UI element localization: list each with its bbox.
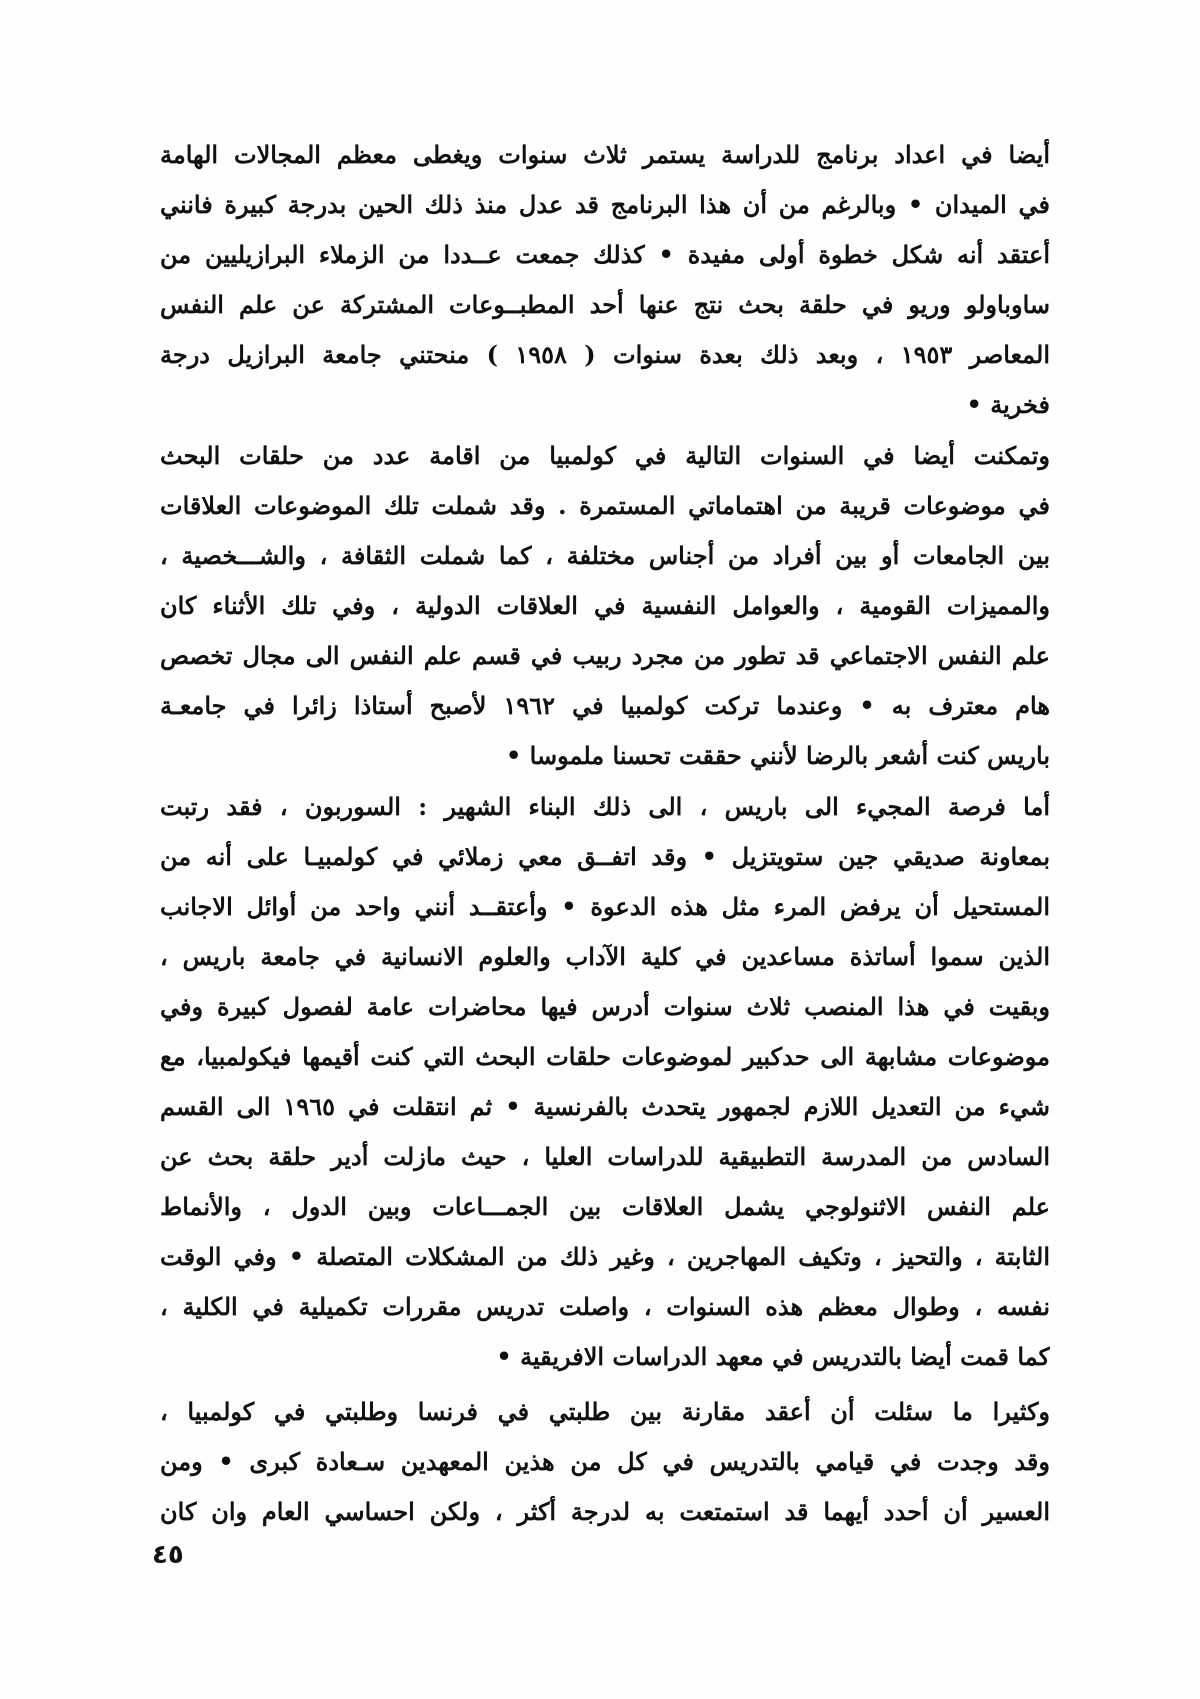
paragraph [160, 431, 1050, 781]
text-line: علم النفس الاثنولوجي يشمل العلاقات بين الجمـــاعات وبين الدول ، والأنماط [160, 1192, 1050, 1221]
text-line: الثابتة ، والتحيز ، وتكيف المهاجرين ، وغير ذلك من المشكلات المتصلة • وفي الوقت [160, 1242, 1050, 1271]
text-line: بين الجامعات أو بين أفراد من أجناس مختلفة ، كما شملت الثقافة ، والشـــخصية ، [160, 541, 1050, 570]
text-line: أما فرصة المجيء الى باريس ، الى ذلك البناء الشهير : السوربون ، فقد رتبت [160, 792, 1050, 821]
text-line: والمميزات القومية ، والعوامل النفسية في العلاقات الدولية ، وفي تلك الأثناء كان [160, 591, 1050, 620]
text-line: شيء من التعديل اللازم لجمهور يتحدث بالفرنسية • ثم انتقلت في ١٩٦٥ الى القسم [160, 1092, 1050, 1121]
text-line: الذين سموا أساتذة مساعدين في كلية الآداب والعلوم الانسانية في جامعة باريس ، [160, 942, 1050, 971]
text-line: في موضوعات قريبة من اهتماماتي المستمرة . وقد شملت تلك الموضوعات العلاقات [160, 491, 1050, 520]
text-line: نفسه ، وطوال معظم هذه السنوات ، واصلت تدريس مقررات تكميلية في الكلية ، [160, 1292, 1050, 1321]
text-line: علم النفس الاجتماعي قد تطور من مجرد ربيب في قسم علم النفس الى مجال تخصص [160, 641, 1050, 670]
text-line: فخرية • [966, 390, 1050, 419]
page-number: ٤٥ [152, 1540, 184, 1570]
text-line: وتمكنت أيضا في السنوات التالية في كولمبيا من اقامة عدد من حلقات البحث [160, 441, 1050, 470]
text-line: السادس من المدرسة التطبيقية للدراسات العليا ، حيث مازلت أدير حلقة بحث عن [160, 1142, 1050, 1171]
paragraph [160, 130, 1050, 430]
paragraph [160, 782, 1050, 1382]
paragraph [160, 1387, 1050, 1537]
text-line: موضوعات مشابهة الى حدكبير لموضوعات حلقات البحث التي كنت أقيمها فيكولمبيا، مع [160, 1042, 1050, 1071]
text-line: المستحيل أن يرفض المرء مثل هذه الدعوة • وأعتقــد أنني واحد من أوائل الاجانب [160, 892, 1050, 921]
text-line: هام معترف به • وعندما تركت كولمبيا في ١٩٦٢ لأصبح أستاذا زائرا في جامعـة [160, 691, 1050, 720]
text-line: ساوباولو وريو في حلقة بحث نتج عنها أحد المطبــوعات المشتركة عن علم النفس [160, 290, 1050, 319]
text-line: أيضا في اعداد برنامج للدراسة يستمر ثلاث سنوات ويغطى معظم المجالات الهامة [160, 140, 1050, 169]
text-line: وكثيرا ما سئلت أن أعقد مقارنة بين طلبتي في فرنسا وطلبتي في كولمبيا ، [160, 1397, 1050, 1426]
text-line: العسير أن أحدد أيهما قد استمتعت به لدرجة أكثر ، ولكن احساسي العام وان كان [160, 1497, 1050, 1526]
text-line: باريس كنت أشعر بالرضا لأنني حققت تحسنا ملموسا • [505, 741, 1050, 770]
text-line: كما قمت أيضا بالتدريس في معهد الدراسات الافريقية • [496, 1342, 1050, 1371]
text-line: وقد وجدت في قيامي بالتدريس في كل من هذين المعهدين سـعادة كبرى • ومن [160, 1447, 1050, 1476]
text-line: المعاصر ١٩٥٣ ، وبعد ذلك بعدة سنوات ( ١٩٥٨ ) منحتني جامعة البرازيل درجة [160, 340, 1050, 369]
text-line: وبقيت في هذا المنصب ثلاث سنوات أدرس فيها محاضرات عامة لفصول كبيرة وفي [160, 992, 1050, 1021]
text-line: أعتقد أنه شكل خطوة أولى مفيدة • كذلك جمعت عــددا من الزملاء البرازيليين من [160, 240, 1050, 269]
text-line: في الميدان • وبالرغم من أن هذا البرنامج قد عدل منذ ذلك الحين بدرجة كبيرة فانني [160, 190, 1050, 219]
text-line: بمعاونة صديقي جين ستويتزيل • وقد اتفــق معي زملائي في كولمبيـا على أنه من [160, 842, 1050, 871]
